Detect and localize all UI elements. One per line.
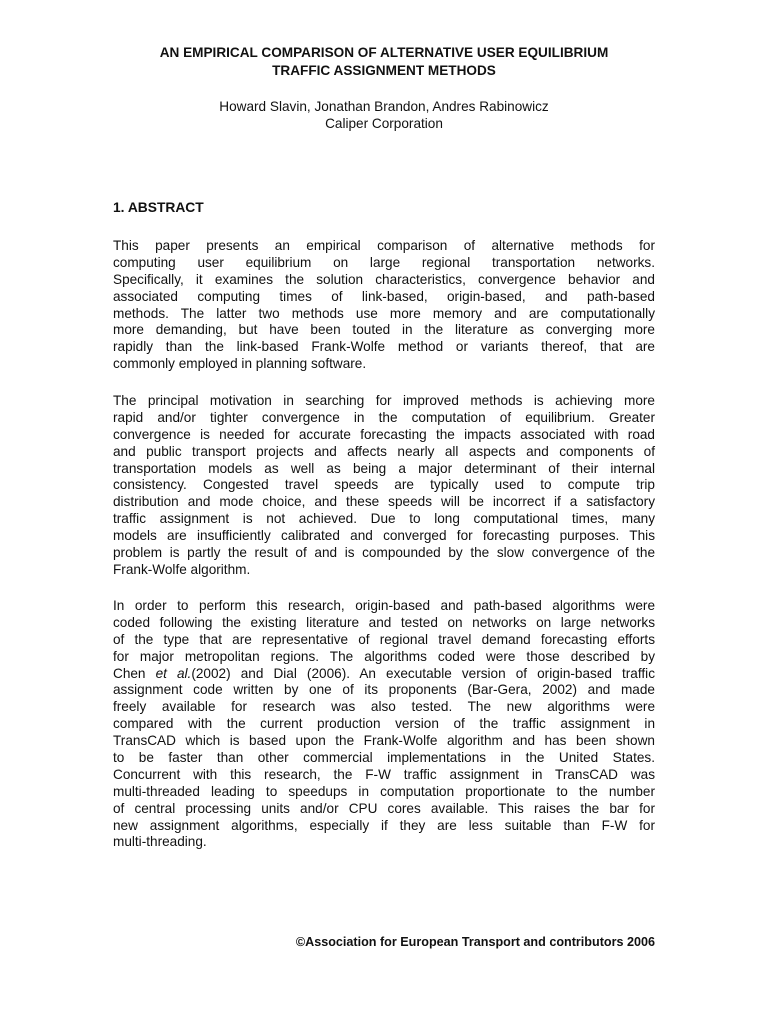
paragraph-line: of central processing units and/or CPU cores available. This raises the bar for [113,800,655,816]
paragraph-line: Specifically, it examines the solution characteristics, convergence behavior and [113,271,655,287]
author-names: Howard Slavin, Jonathan Brandon, Andres Rabinowicz [219,99,549,114]
copyright-footer: ©Association for European Transport and contributors 2006 [295,935,655,949]
paragraph-line: associated computing times of link-based, origin-based, and path-based [113,288,655,304]
author-affiliation: Caliper Corporation [325,116,443,131]
paragraph-line: This paper presents an empirical comparison of alternative methods for [113,238,655,253]
paragraph-line: distribution and mode choice, and these speeds will be incorrect if a satisfactory [113,494,655,510]
paragraph-line: rapid and/or tighter convergence in the computation of equilibrium. Greater [113,409,655,425]
paragraph-line: multi-threading. [113,834,207,850]
paragraph-line: freely available for research was also tested. The new algorithms were [113,699,655,715]
abstract-paragraph-2 [113,393,655,579]
paragraph-line: methods. The latter two methods use more memory and are computationally [113,305,655,321]
paragraph-line: Frank-Wolfe algorithm. [113,561,251,577]
paragraph-line: more demanding, but have been touted in the literature as converging more [113,322,655,338]
paragraph-line: problem is partly the result of and is compounded by the slow convergence of the [113,545,655,561]
paragraph-line: rapidly than the link-based Frank-Wolfe method or variants thereof, that are [113,339,655,355]
paper-title [0,44,768,80]
paragraph-line: transportation models as well as being a major determinant of their internal [113,460,655,476]
paragraph-line: for major metropolitan regions. The algorithms coded were those described by [113,648,655,664]
paragraph-line: models are insufficiently calibrated and converged for forecasting purposes. This [113,528,655,544]
abstract-paragraph-1 [113,238,655,373]
paragraph-line: multi-threaded leading to speedups in computation proportionate to the number [113,783,655,799]
paragraph-line: to be faster than other commercial implementations in the United States. [113,750,655,766]
paper-title-line-1: AN EMPIRICAL COMPARISON OF ALTERNATIVE USER EQUILIBRIUM [159,45,609,60]
paragraph-line: computing user equilibrium on large regional transportation networks. [113,254,655,270]
abstract-paragraph-3 [113,598,655,851]
paragraph-line: coded following the existing literature and tested on networks on large networks [113,614,655,630]
author-block [0,98,768,132]
paragraph-line: In order to perform this research, origin-based and path-based algorithms were [113,598,655,613]
paragraph-line: assignment code written by one of its proponents (Bar-Gera, 2002) and made [113,682,655,698]
paragraph-line: The principal motivation in searching for improved methods is achieving more [113,393,655,408]
paragraph-line: convergence is needed for accurate forecasting the impacts associated with road [113,426,655,442]
paragraph-line: Concurrent with this research, the F-W traffic assignment in TransCAD was [113,766,655,782]
paragraph-line: and public transport projects and affects nearly all aspects and components of [113,443,655,459]
paragraph-line: TransCAD which is based upon the Frank-Wolfe algorithm and has been shown [113,733,655,749]
paragraph-line: of the type that are representative of regional travel demand forecasting efforts [113,631,655,647]
paper-title-line-2: TRAFFIC ASSIGNMENT METHODS [272,63,496,78]
paragraph-line: compared with the current production version of the traffic assignment in [113,716,655,732]
paragraph-line: new assignment algorithms, especially if they are less suitable than F-W for [113,817,655,833]
section-heading: 1. ABSTRACT [113,200,204,215]
paragraph-line: traffic assignment is not achieved. Due to long computational times, many [113,511,655,527]
paragraph-line: consistency. Congested travel speeds are typically used to compute trip [113,477,655,493]
paragraph-line: Chen et al.(2002) and Dial (2006). An executable version of origin-based traffic [113,665,655,681]
paragraph-line: commonly employed in planning software. [113,356,367,372]
